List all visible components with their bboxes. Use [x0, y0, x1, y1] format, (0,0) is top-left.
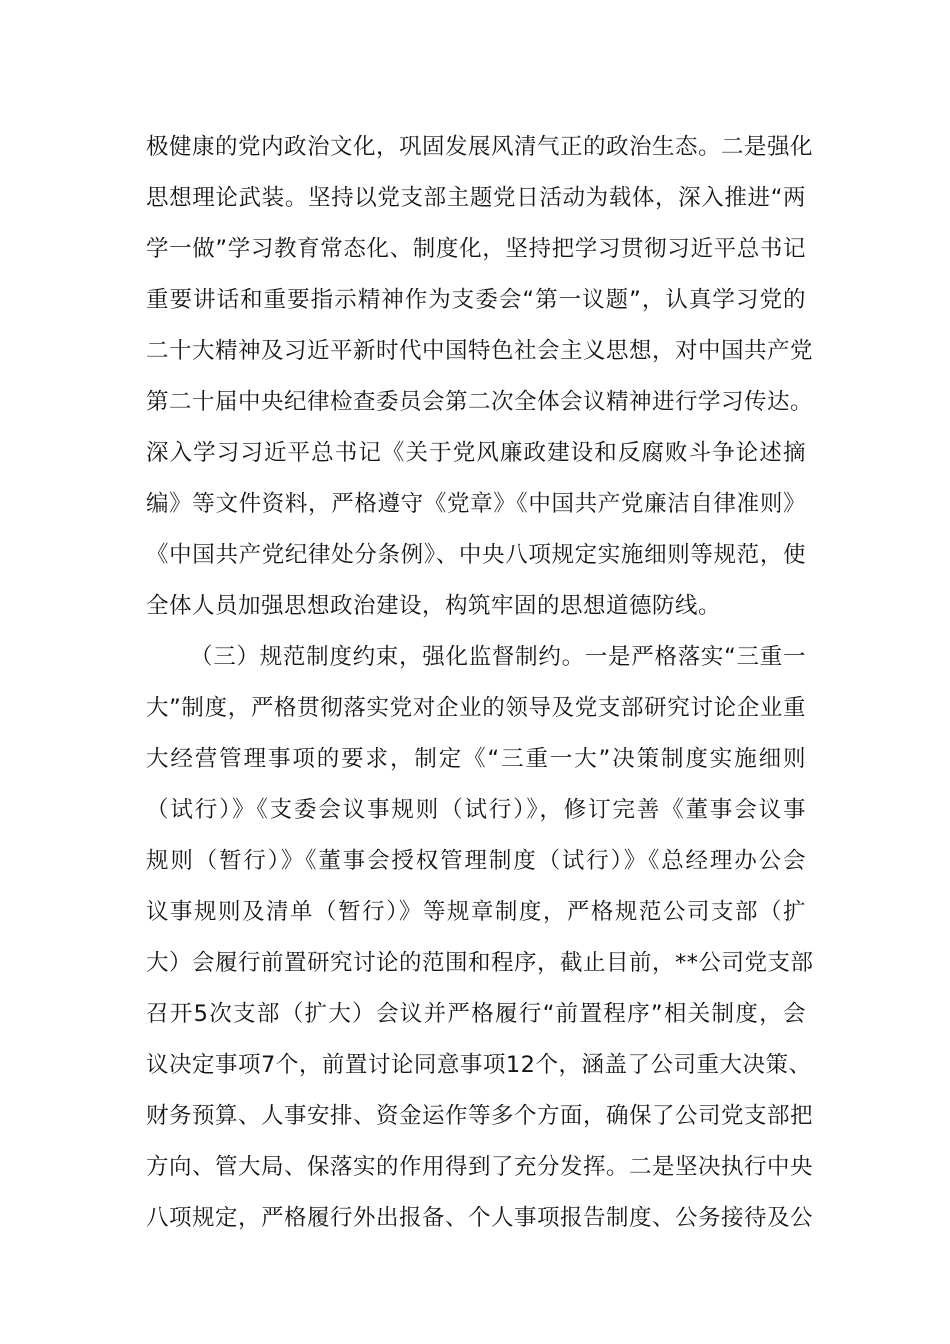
text-line: 议事规则及清单（暂行）》等规章制度，严格规范公司支部（扩 [146, 899, 806, 925]
text-line: 第二十届中央纪律检查委员会第二次全体会议精神进行学习传达。 [146, 389, 814, 415]
text-line: 八项规定，严格履行外出报备、个人事项报告制度、公务接待及公 [146, 1205, 814, 1231]
text-line: 编》等文件资料，严格遵守《党章》《中国共产党廉洁自律准则》 [146, 491, 806, 517]
text-line: 全体人员加强思想政治建设，构筑牢固的思想道德防线。 [146, 593, 722, 619]
text-line: 二十大精神及习近平新时代中国特色社会主义思想，对中国共产党 [146, 338, 814, 364]
text-line: 规则（暂行）》《董事会授权管理制度（试行）》《总经理办公会 [146, 848, 806, 874]
text-line: 思想理论武装。坚持以党支部主题党日活动为载体，深入推进“两 [146, 185, 806, 211]
section-heading-line: （三）规范制度约束，强化监督制约。一是严格落实“三重一 [190, 644, 806, 670]
text-line: 召开5次支部（扩大）会议并严格履行“前置程序”相关制度，会 [146, 1001, 806, 1027]
text-line: 大）会履行前置研究讨论的范围和程序，截止目前，**公司党支部 [146, 950, 814, 976]
text-line: 深入学习习近平总书记《关于党风廉政建设和反腐败斗争论述摘 [146, 440, 806, 466]
text-line: （试行）》《支委会议事规则（试行）》，修订完善《董事会议事 [146, 797, 806, 823]
text-line: 大”制度，严格贯彻落实党对企业的领导及党支部研究讨论企业重 [146, 695, 806, 721]
text-line: 重要讲话和重要指示精神作为支委会“第一议题”，认真学习党的 [146, 287, 806, 313]
text-line: 议决定事项7个，前置讨论同意事项12个，涵盖了公司重大决策、 [146, 1052, 812, 1078]
text-line: 财务预算、人事安排、资金运作等多个方面，确保了公司党支部把 [146, 1103, 814, 1129]
text-line: 《中国共产党纪律处分条例》、中央八项规定实施细则等规范，使 [146, 542, 806, 568]
text-line: 方向、管大局、保落实的作用得到了充分发挥。二是坚决执行中央 [146, 1154, 814, 1180]
text-line: 极健康的党内政治文化，巩固发展风清气正的政治生态。二是强化 [146, 134, 814, 160]
text-line: 学一做”学习教育常态化、制度化，坚持把学习贯彻习近平总书记 [146, 236, 806, 262]
text-line: 大经营管理事项的要求，制定《“三重一大”决策制度实施细则 [146, 746, 806, 772]
